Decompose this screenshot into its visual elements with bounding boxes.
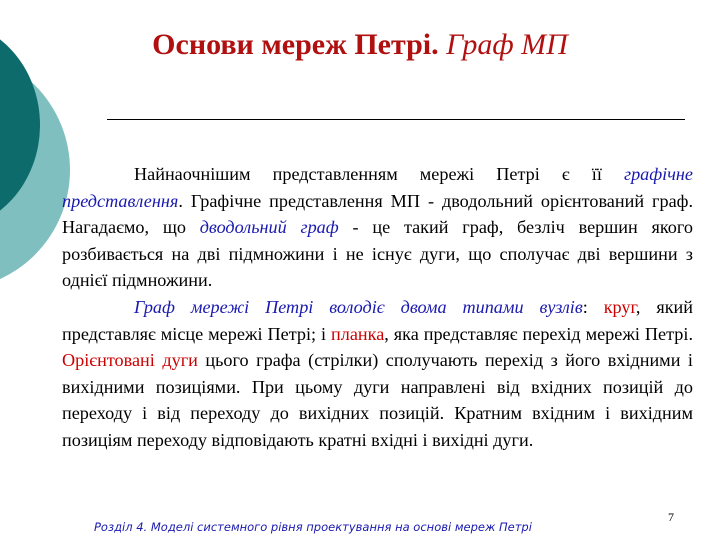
term-directed-arcs: Орієнтовані дуги	[62, 350, 198, 371]
slide-footer: Розділ 4. Моделі системного рівня проектування на основі мереж Петрі	[94, 520, 532, 534]
page-number: 7	[668, 510, 674, 524]
title-bold: Основи мереж Петрі.	[152, 28, 439, 61]
text-run: Найнаочнішим представленням мережі Петрі є її	[134, 164, 624, 184]
slide-title	[0, 28, 720, 62]
term-bar: планка	[331, 323, 385, 344]
text-run: , який представляє місце мережі Петрі; і	[62, 296, 694, 344]
title-divider	[107, 119, 685, 120]
text-run: , яка представляє перехід мережі Петрі.	[384, 323, 693, 344]
text-run: :	[582, 296, 604, 317]
text-run: . Графічне представлення МП - дводольний орієнтований граф. Нагадаємо, що	[62, 190, 693, 238]
title-italic: Граф МП	[446, 28, 568, 61]
paragraph-1	[62, 161, 693, 294]
term-circle: круг	[603, 296, 636, 317]
text-run: - це такий граф, безліч вершин якого розбивається на дві підмножини і не існує дуги, що сполучає дві вершини з однієї підмножини.	[62, 217, 693, 291]
term-graphic-representation: графічне представлення	[62, 164, 693, 211]
text-run: цього графа (стрілки) сполучають перехід з його вхідними і вихідними позиціями. При цьому дуги направлені від вхідних позицій до переходу і від переходу до вихідних позицій. Кратним вхідним і вихідним позиціям переходу відповідають кратні вхідні і вихідні дуги.	[62, 350, 693, 450]
slide-body	[62, 161, 693, 454]
term-bipartite-graph: дводольний граф	[199, 217, 339, 238]
term-node-types: Граф мережі Петрі володіє двома типами вузлів	[134, 296, 583, 317]
paragraph-2	[62, 294, 693, 454]
